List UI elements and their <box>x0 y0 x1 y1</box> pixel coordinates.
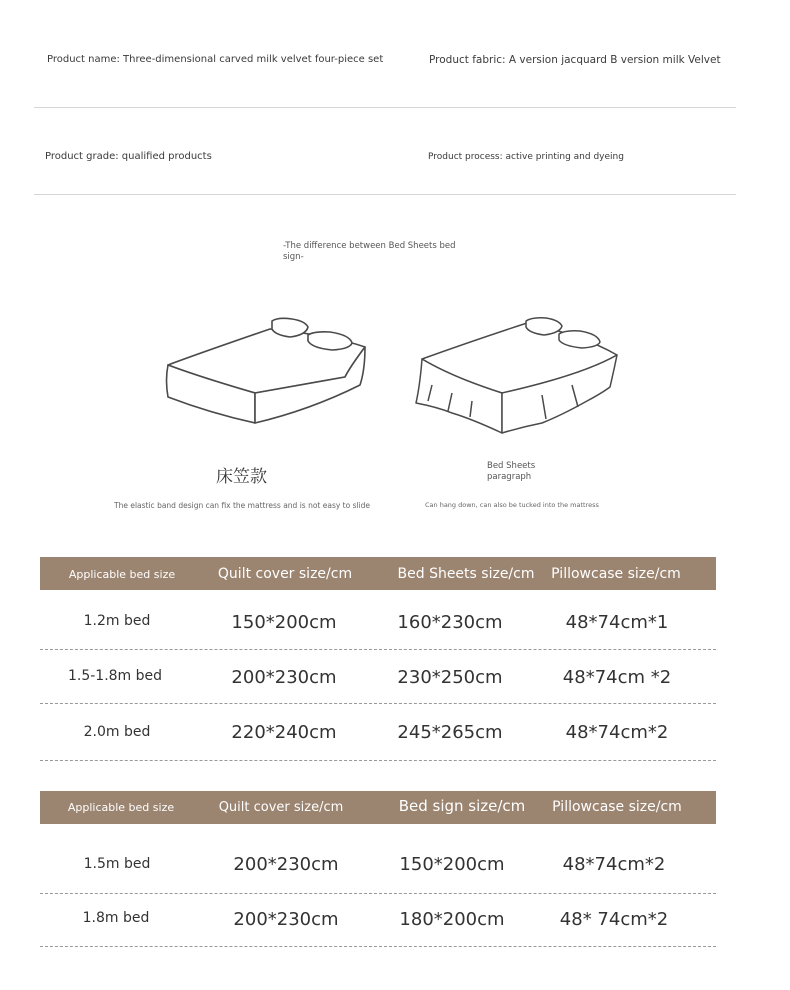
row-label: 1.5m bed <box>83 856 151 872</box>
row-label: 2.0m bed <box>83 724 151 740</box>
divider <box>34 107 736 108</box>
quilt-size: 200*230cm <box>233 909 339 930</box>
product-fabric: Product fabric: A version jacquard B version milk Velvet <box>429 54 721 66</box>
quilt-size: 220*240cm <box>231 722 337 743</box>
fitted-sheet-bed-icon <box>160 315 370 425</box>
pillowcase-size: 48*74cm*2 <box>562 854 666 875</box>
quilt-size: 150*200cm <box>231 612 337 633</box>
sheet-size: 230*250cm <box>397 667 503 688</box>
fitted-label: 床笠款 <box>216 467 267 487</box>
row-divider <box>40 703 716 704</box>
pillowcase-size: 48* 74cm*2 <box>559 909 669 930</box>
flat-label: Bed Sheets paragraph <box>487 461 536 482</box>
table2-header-cell: Pillowcase size/cm <box>552 799 682 815</box>
quilt-size: 200*230cm <box>231 667 337 688</box>
table2-header-cell: Bed sign size/cm <box>398 797 526 815</box>
product-name: Product name: Three-dimensional carved milk velvet four-piece set <box>47 54 384 65</box>
sheet-size: 245*265cm <box>397 722 503 743</box>
pillowcase-size: 48*74cm*2 <box>565 722 669 743</box>
row-divider <box>40 760 716 761</box>
divider <box>34 194 736 195</box>
fitted-note: The elastic band design can fix the mattress and is not easy to slide <box>114 501 371 510</box>
row-label: 1.5-1.8m bed <box>67 668 163 684</box>
table1-header-cell: Pillowcase size/cm <box>551 566 681 582</box>
flat-note: Can hang down, can also be tucked into the mattress <box>425 501 599 509</box>
quilt-size: 200*230cm <box>233 854 339 875</box>
table2-header-cell: Applicable bed size <box>67 801 175 814</box>
row-divider <box>40 649 716 650</box>
table1-header-cell: Quilt cover size/cm <box>217 566 353 582</box>
flat-sheet-bed-icon <box>412 315 622 435</box>
difference-title: -The difference between Bed Sheets bed sign- <box>283 241 456 262</box>
pillowcase-size: 48*74cm*1 <box>565 612 669 633</box>
row-divider <box>40 946 716 947</box>
row-label: 1.8m bed <box>82 910 150 926</box>
table2-header-cell: Quilt cover size/cm <box>218 800 344 815</box>
row-divider <box>40 893 716 894</box>
sheet-size: 150*200cm <box>399 854 505 875</box>
table1-header-cell: Bed Sheets size/cm <box>397 566 535 582</box>
sheet-size: 180*200cm <box>399 909 505 930</box>
row-label: 1.2m bed <box>83 613 151 629</box>
sheet-size: 160*230cm <box>397 612 503 633</box>
product-grade: Product grade: qualified products <box>45 151 212 162</box>
product-process: Product process: active printing and dyeing <box>428 152 624 162</box>
pillowcase-size: 48*74cm *2 <box>562 667 672 688</box>
table1-header-cell: Applicable bed size <box>68 568 176 581</box>
